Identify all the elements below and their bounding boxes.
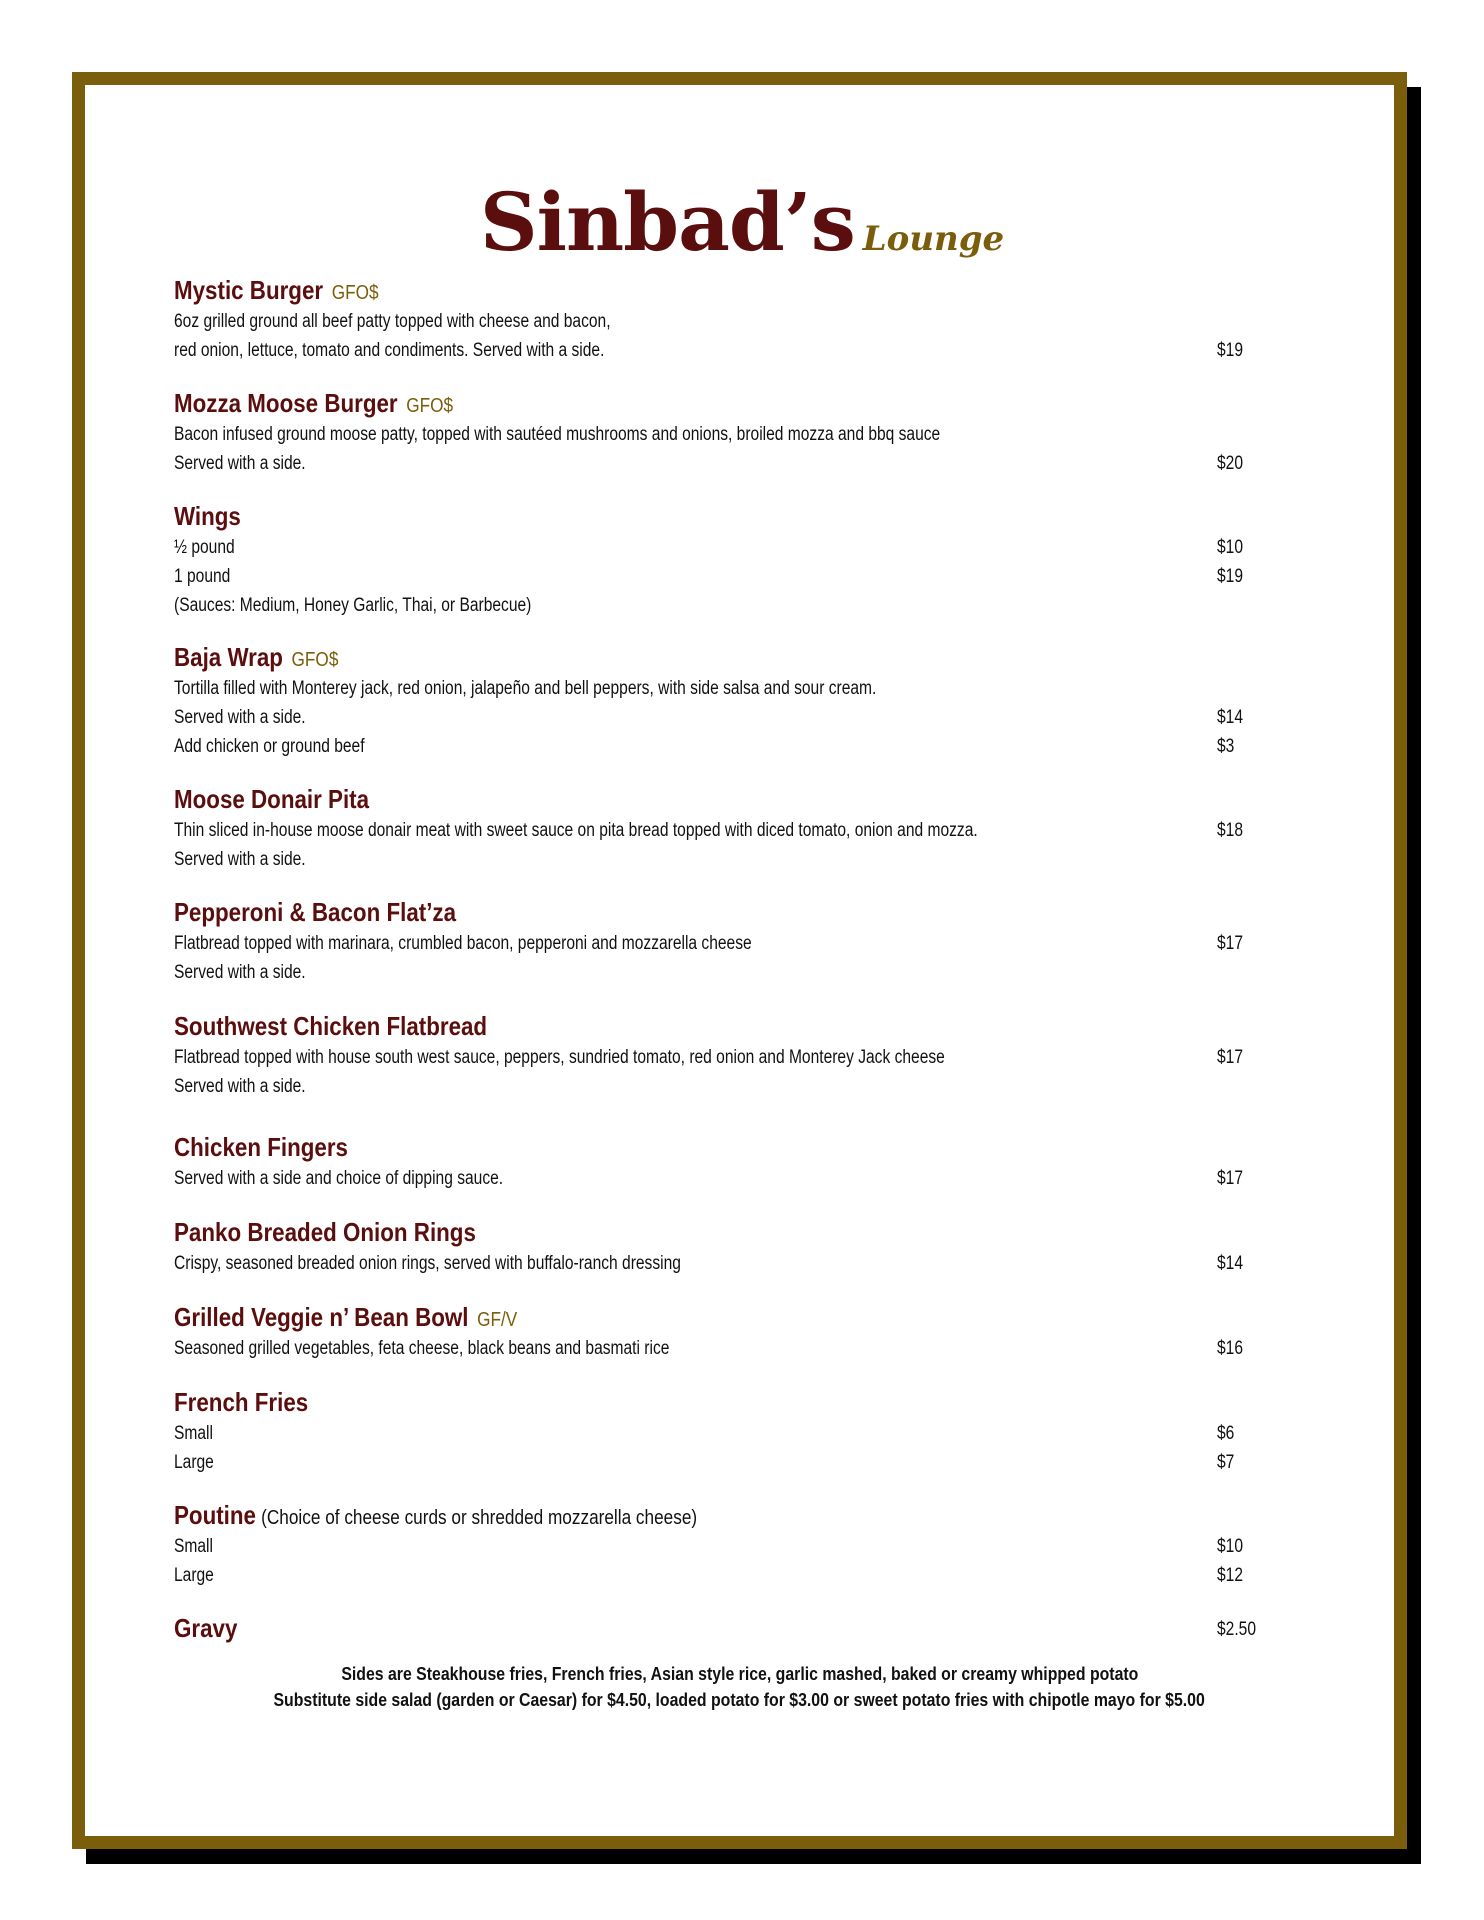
item-name: Wings bbox=[174, 501, 241, 531]
menu-item bbox=[174, 782, 1314, 874]
description-text: Served with a side and choice of dipping sauce. bbox=[174, 1168, 504, 1189]
item-price: $19 bbox=[1217, 566, 1243, 587]
item-price: $10 bbox=[1217, 537, 1243, 558]
menu-item bbox=[174, 1385, 1314, 1477]
item-description-line bbox=[174, 336, 1314, 365]
description-text: Small bbox=[174, 1536, 213, 1557]
item-name: Moose Donair Pita bbox=[174, 784, 370, 814]
item-price: $6 bbox=[1217, 1423, 1235, 1444]
item-description-line bbox=[174, 1532, 1314, 1561]
item-name: Gravy bbox=[174, 1613, 238, 1643]
item-price: $14 bbox=[1217, 1253, 1243, 1274]
item-name: Mozza Moose Burger GFO$ bbox=[174, 388, 454, 418]
description-text: Served with a side. bbox=[174, 849, 306, 870]
menu-item bbox=[174, 273, 1314, 365]
item-price: $17 bbox=[1217, 1168, 1243, 1189]
description-text: Tortilla filled with Monterey jack, red onion, jalapeño and bell peppers, with side salsa and sour cream. bbox=[174, 678, 877, 699]
menu-item bbox=[174, 1611, 1314, 1645]
menu-item bbox=[174, 1130, 1314, 1193]
description-text: Crispy, seasoned breaded onion rings, served with buffalo-ranch dressing bbox=[174, 1253, 681, 1274]
dietary-tag: GFO$ bbox=[291, 649, 339, 671]
item-description-line bbox=[174, 929, 1314, 958]
item-price: $3 bbox=[1217, 736, 1235, 757]
dietary-tag: GFO$ bbox=[331, 282, 379, 304]
item-description-line bbox=[174, 674, 1314, 703]
description-text: Served with a side. bbox=[174, 453, 306, 474]
menu-item bbox=[174, 640, 1314, 761]
item-description-line bbox=[174, 420, 1314, 449]
description-text: Small bbox=[174, 1423, 213, 1444]
item-name: French Fries bbox=[174, 1387, 309, 1417]
description-text: Large bbox=[174, 1452, 214, 1473]
description-text: Served with a side. bbox=[174, 1076, 306, 1097]
description-text: 1 pound bbox=[174, 566, 231, 587]
item-price: $10 bbox=[1217, 1536, 1243, 1557]
item-price: $12 bbox=[1217, 1565, 1243, 1586]
item-description-line bbox=[174, 591, 1314, 620]
item-description-line bbox=[174, 958, 1314, 987]
item-price: $17 bbox=[1217, 1047, 1243, 1068]
item-description-line bbox=[174, 1448, 1314, 1477]
description-text: Served with a side. bbox=[174, 707, 306, 728]
description-text: Served with a side. bbox=[174, 962, 306, 983]
menu-item bbox=[174, 1300, 1314, 1363]
description-text: Seasoned grilled vegetables, feta cheese, black beans and basmati rice bbox=[174, 1338, 670, 1359]
description-text: Add chicken or ground beef bbox=[174, 736, 365, 757]
menu-item bbox=[174, 895, 1314, 987]
item-price: $16 bbox=[1217, 1338, 1243, 1359]
item-price: $14 bbox=[1217, 707, 1243, 728]
description-text: red onion, lettuce, tomato and condiments. Served with a side. bbox=[174, 340, 605, 361]
item-name: Grilled Veggie n’ Bean Bowl GF/V bbox=[174, 1302, 518, 1332]
item-description-line bbox=[174, 533, 1314, 562]
item-description-line bbox=[174, 1164, 1314, 1193]
menu-title bbox=[0, 175, 1484, 269]
sides-line: Sides are Steakhouse fries, French fries, Asian style rice, garlic mashed, baked or creamy whipped potato bbox=[340, 1664, 1138, 1684]
item-name: Pepperoni & Bacon Flat’za bbox=[174, 897, 457, 927]
item-price: $19 bbox=[1217, 340, 1243, 361]
item-price: $7 bbox=[1217, 1452, 1235, 1473]
menu-item bbox=[174, 499, 1314, 620]
item-description-line bbox=[174, 562, 1314, 591]
item-price: $20 bbox=[1217, 453, 1243, 474]
item-price: $2.50 bbox=[1217, 1619, 1256, 1640]
item-description-line bbox=[174, 732, 1314, 761]
item-description-line bbox=[174, 1043, 1314, 1072]
menu-item bbox=[174, 1215, 1314, 1278]
item-description-line bbox=[174, 449, 1314, 478]
restaurant-subtitle: Lounge bbox=[862, 219, 1005, 259]
menu-item bbox=[174, 386, 1314, 478]
item-price: $17 bbox=[1217, 933, 1243, 954]
description-text: 6oz grilled ground all beef patty topped with cheese and bacon, bbox=[174, 311, 611, 332]
menu-item bbox=[174, 1498, 1314, 1590]
item-name: Mystic Burger GFO$ bbox=[174, 275, 379, 305]
description-text: Bacon infused ground moose patty, topped with sautéed mushrooms and onions, broiled mozza and bbq sauce bbox=[174, 424, 941, 445]
item-price: $18 bbox=[1217, 820, 1243, 841]
item-name: Chicken Fingers bbox=[174, 1132, 348, 1162]
description-text: Flatbread topped with marinara, crumbled bacon, pepperoni and mozzarella cheese bbox=[174, 933, 752, 954]
description-text: Flatbread topped with house south west sauce, peppers, sundried tomato, red onion and Monterey Jack cheese bbox=[174, 1047, 945, 1068]
item-description-line bbox=[174, 1072, 1314, 1101]
substitute-line: Substitute side salad (garden or Caesar) for $4.50, loaded potato for $3.00 or sweet potato fries with chipotle mayo for $5.00 bbox=[273, 1690, 1206, 1710]
sides-footer bbox=[72, 1661, 1407, 1713]
item-description-line bbox=[174, 1334, 1314, 1363]
description-text: Large bbox=[174, 1565, 214, 1586]
item-name: Southwest Chicken Flatbread bbox=[174, 1011, 488, 1041]
item-name: Poutine (Choice of cheese curds or shredded mozzarella cheese) bbox=[174, 1500, 698, 1530]
item-name: Baja Wrap GFO$ bbox=[174, 642, 339, 672]
dietary-tag: GFO$ bbox=[406, 395, 454, 417]
item-description-line bbox=[174, 1249, 1314, 1278]
item-description-line bbox=[174, 816, 1314, 845]
menu-item bbox=[174, 1009, 1314, 1101]
description-text: ½ pound bbox=[174, 537, 235, 558]
description-text: Thin sliced in-house moose donair meat with sweet sauce on pita bread topped with diced tomato, onion and mozza. bbox=[174, 820, 978, 841]
item-note: (Choice of cheese curds or shredded mozzarella cheese) bbox=[261, 1507, 698, 1529]
item-description-line bbox=[174, 307, 1314, 336]
item-description-line bbox=[174, 845, 1314, 874]
restaurant-name: Sinbad’s bbox=[479, 175, 855, 269]
description-text: (Sauces: Medium, Honey Garlic, Thai, or Barbecue) bbox=[174, 595, 532, 616]
item-description-line bbox=[174, 1561, 1314, 1590]
item-description-line bbox=[174, 1419, 1314, 1448]
dietary-tag: GF/V bbox=[477, 1309, 518, 1331]
item-description-line bbox=[174, 703, 1314, 732]
item-name: Panko Breaded Onion Rings bbox=[174, 1217, 476, 1247]
